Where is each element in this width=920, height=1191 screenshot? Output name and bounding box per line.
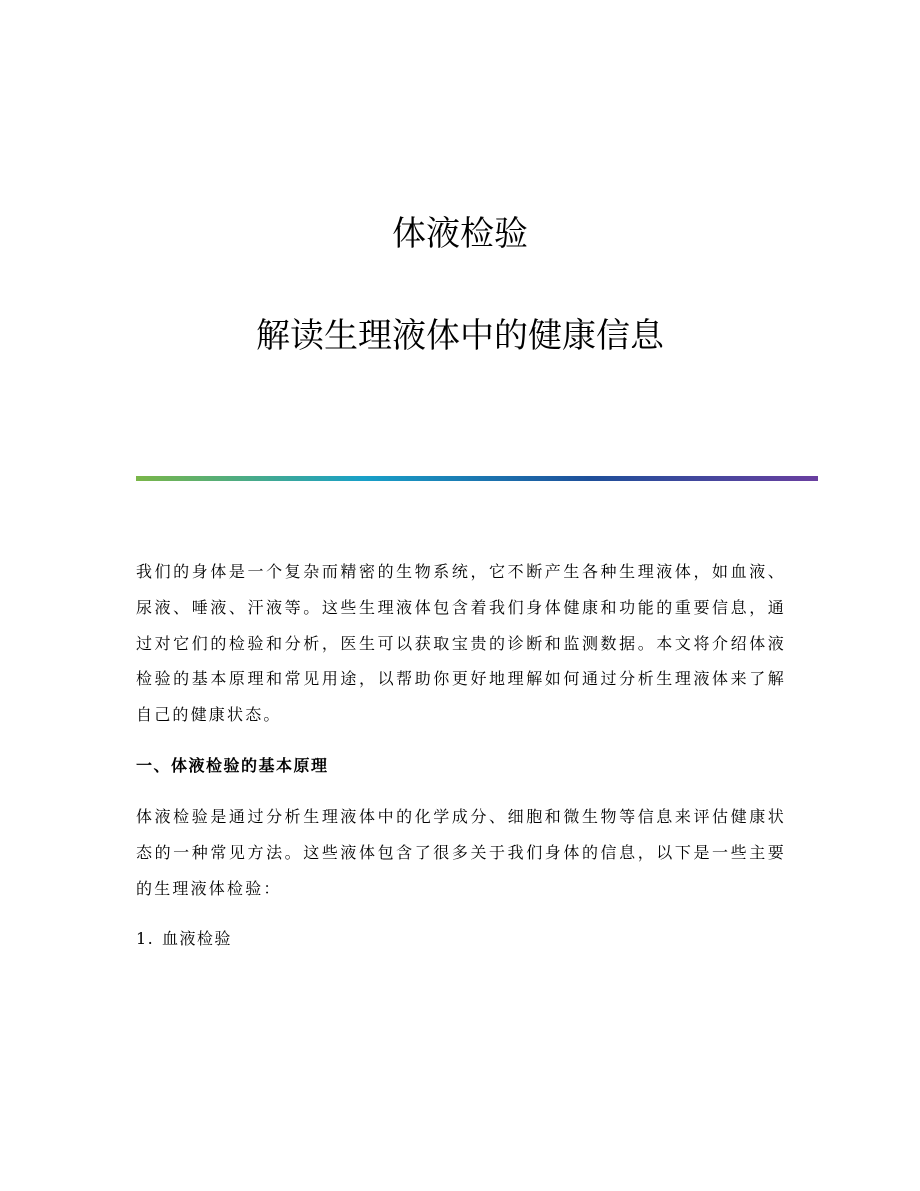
document-title: 体液检验 (392, 214, 528, 254)
section-heading: 一、体液检验的基本原理 (136, 755, 329, 775)
document-body (136, 554, 786, 957)
gradient-divider (136, 476, 818, 481)
document-subtitle: 解读生理液体中的健康信息 (256, 316, 664, 356)
list-item-number: 1. (136, 929, 155, 949)
intro-paragraph: 我们的身体是一个复杂而精密的生物系统，它不断产生各种生理液体，如血液、尿液、唾液、汗液等。这些生理液体包含着我们身体健康和功能的重要信息，通过对它们的检验和分析，医生可以获取宝贵的诊断和监测数据。本文将介绍体液检验的基本原理和常见用途，以帮助你更好地理解如何通过分析生理液体来了解自己的健康状态。 (136, 562, 786, 725)
list-item-label: 血液检验 (162, 929, 233, 949)
list-item (136, 921, 786, 957)
section-paragraph: 体液检验是通过分析生理液体中的化学成分、细胞和微生物等信息来评估健康状态的一种常见方法。这些液体包含了很多关于我们身体的信息，以下是一些主要的生理液体检验： (136, 806, 786, 898)
